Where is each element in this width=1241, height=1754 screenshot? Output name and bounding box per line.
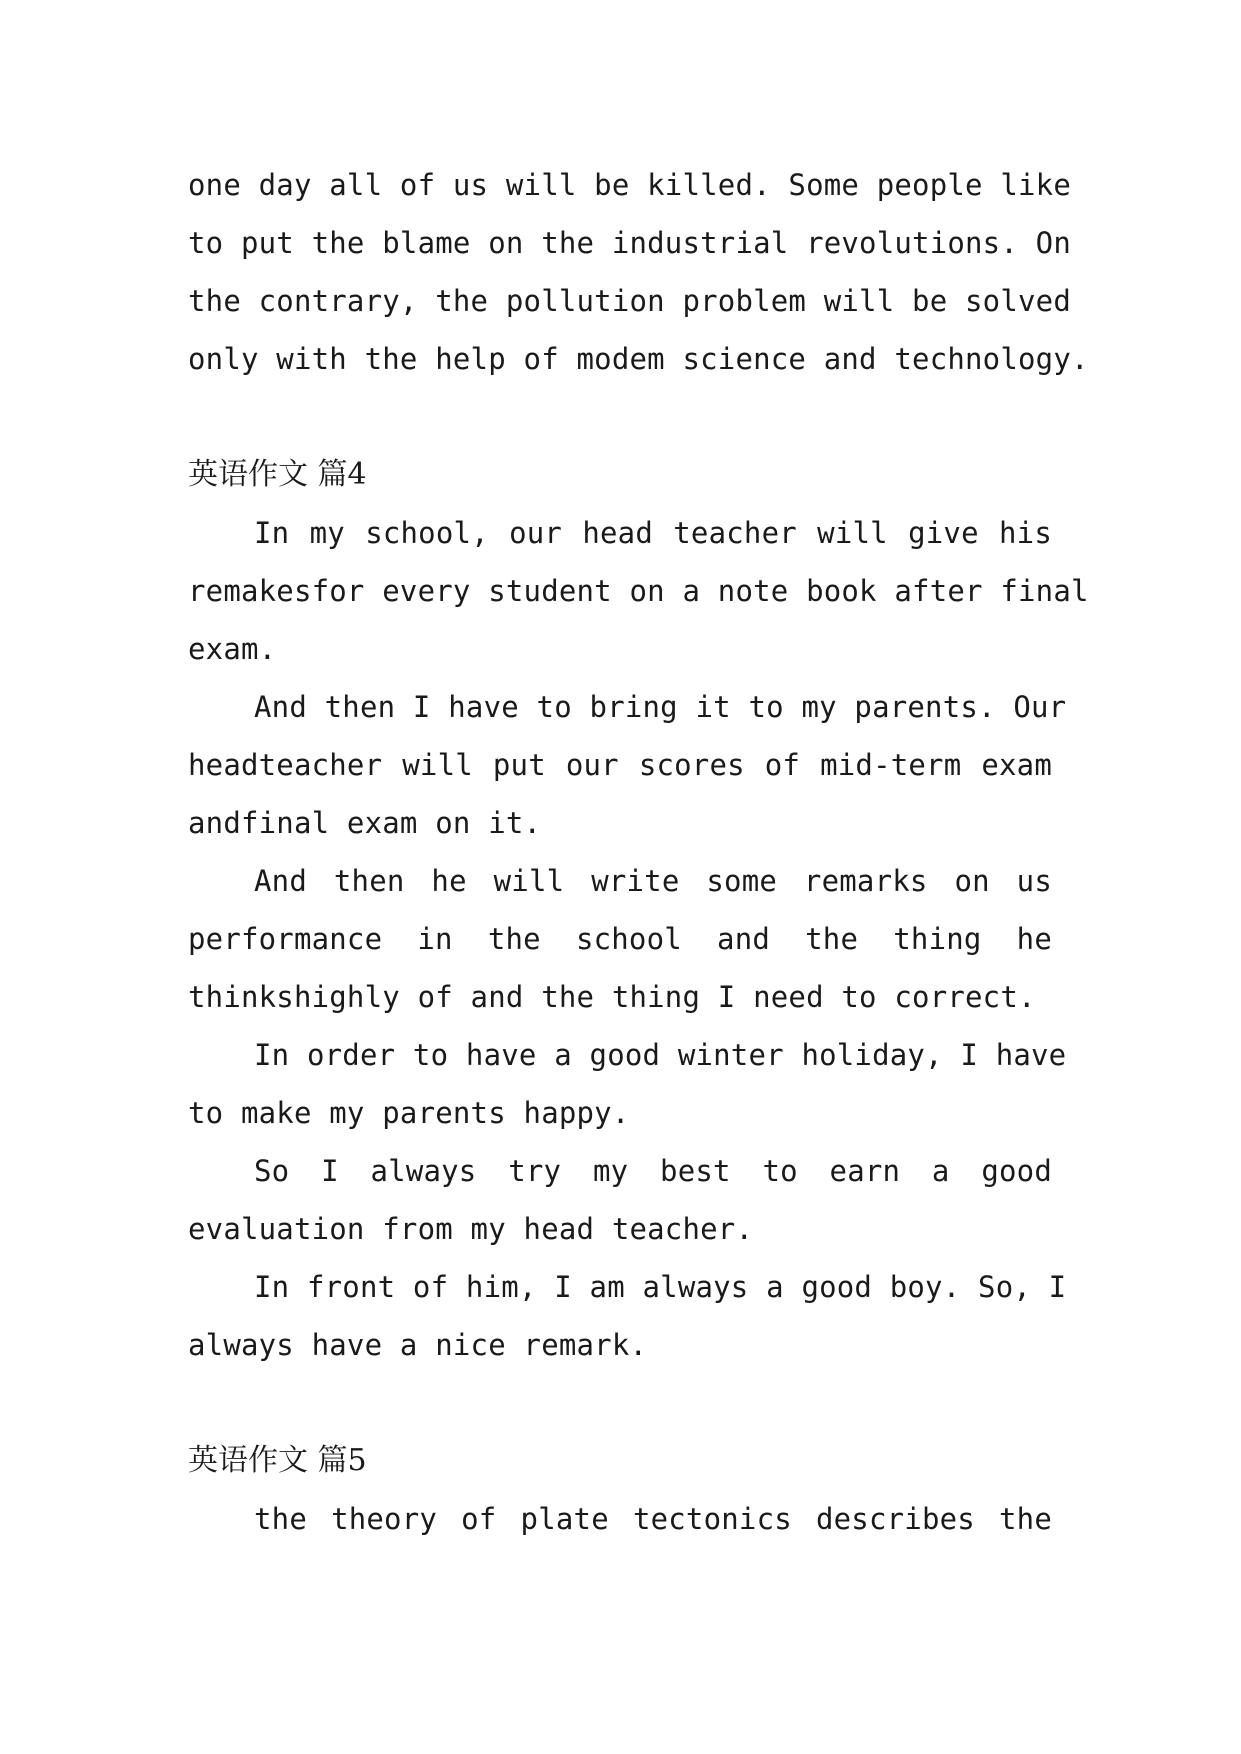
text-line: to put the blame on the industrial revolutions. On	[188, 226, 1071, 260]
paragraph	[188, 504, 1089, 678]
text-line: the theory of plate tectonics describes the	[254, 1502, 1052, 1536]
paragraph	[188, 1026, 1067, 1142]
paragraph	[188, 1258, 1067, 1374]
text-line: performance in the school and the thing he	[188, 922, 1052, 956]
text-line: exam.	[188, 632, 277, 666]
text-line: always have a nice remark.	[188, 1328, 648, 1362]
section-heading: 英语作文 篇4	[188, 457, 367, 492]
text-line: evaluation from my head teacher.	[188, 1212, 754, 1246]
document-page	[188, 156, 1089, 1548]
text-line: In my school, our head teacher will give his	[254, 516, 1052, 550]
text-line: In front of him, I am always a good boy. So, I	[254, 1270, 1067, 1304]
section-heading: 英语作文 篇5	[188, 1443, 367, 1478]
essay-5	[188, 1432, 1052, 1548]
essay-4	[188, 446, 1089, 1374]
paragraph	[188, 1142, 1052, 1258]
text-line: remakesfor every student on a note book after final	[188, 574, 1089, 608]
paragraph	[188, 852, 1052, 1026]
text-line: to make my parents happy.	[188, 1096, 630, 1130]
section-spacer	[188, 1374, 1052, 1432]
text-line: thinkshighly of and the thing I need to correct.	[188, 980, 1036, 1014]
text-line: only with the help of modem science and technology.	[188, 342, 1089, 376]
paragraph	[188, 678, 1067, 852]
text-line: the contrary, the pollution problem will be solved	[188, 284, 1071, 318]
text-line: And then I have to bring it to my parents. Our	[254, 690, 1067, 724]
text-line: headteacher will put our scores of mid-term exam	[188, 748, 1052, 782]
section-spacer	[188, 388, 1052, 446]
text-line: So I always try my best to earn a good	[254, 1154, 1052, 1188]
text-line: In order to have a good winter holiday, I have	[254, 1038, 1067, 1072]
text-line: And then he will write some remarks on us	[254, 864, 1052, 898]
text-line: one day all of us will be killed. Some people like	[188, 168, 1071, 202]
text-line: andfinal exam on it.	[188, 806, 542, 840]
essay-3-continuation	[188, 156, 1089, 388]
